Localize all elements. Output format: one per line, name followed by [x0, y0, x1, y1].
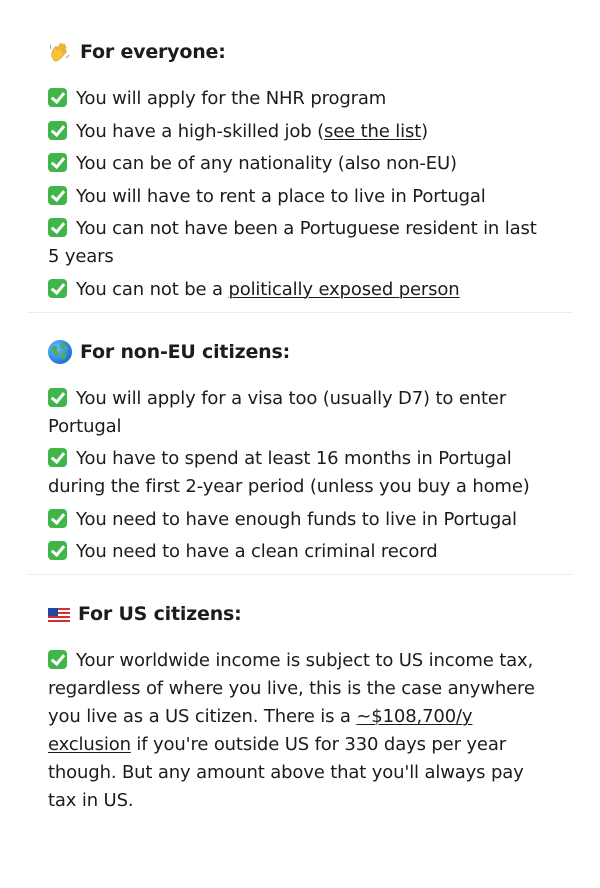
section-heading — [48, 600, 552, 628]
section-heading — [48, 338, 552, 366]
list-item: You have to spend at least 16 months in Portugal during the first 2-year period (unless you buy a home) — [48, 448, 530, 497]
check-icon — [48, 121, 67, 140]
requirements-list — [48, 647, 552, 815]
list-item: You will have to rent a place to live in Portugal — [48, 183, 552, 211]
heading-text: For everyone: — [80, 41, 226, 63]
check-icon — [48, 448, 67, 467]
list-item: You need to have a clean criminal record — [48, 538, 552, 566]
politically-exposed-person-link[interactable]: politically exposed person — [228, 278, 460, 300]
section-everyone — [48, 0, 552, 313]
check-icon — [48, 186, 67, 205]
check-icon — [48, 388, 67, 407]
us-flag-icon — [48, 608, 70, 622]
globe-icon — [48, 340, 72, 364]
waving-hand-icon — [48, 40, 72, 64]
check-icon — [48, 153, 67, 172]
section-non-eu — [48, 313, 552, 576]
list-item: You can not be a politically exposed person — [48, 276, 552, 304]
list-item: You can be of any nationality (also non-EU) — [48, 150, 552, 178]
list-item: You can not have been a Portuguese resident in last 5 years — [48, 218, 537, 267]
check-icon — [48, 279, 67, 298]
requirements-list — [48, 85, 552, 304]
list-item: Your worldwide income is subject to US income tax, regardless of where you live, this is the case anywhere you live as a US citizen. There is a ~$108,700/y exclusion if you're outside US for 330 days per year though. But any amount above that you'll always pay tax in US. — [48, 650, 535, 811]
list-item: You have a high-skilled job (see the list) — [48, 118, 552, 146]
check-icon — [48, 650, 67, 669]
heading-text: For non-EU citizens: — [80, 340, 291, 363]
check-icon — [48, 541, 67, 560]
check-icon — [48, 88, 67, 107]
list-item: You will apply for the NHR program — [48, 85, 552, 113]
see-the-list-link[interactable]: see the list — [323, 120, 422, 142]
heading-text: For US citizens: — [78, 603, 242, 625]
requirements-list — [48, 385, 552, 567]
exclusion-link[interactable]: ~$108,700/y exclusion — [48, 706, 473, 755]
check-icon — [48, 509, 67, 528]
section-heading — [48, 38, 552, 66]
section-us — [48, 575, 552, 815]
check-icon — [48, 218, 67, 237]
list-item: You will apply for a visa too (usually D7) to enter Portugal — [48, 387, 507, 437]
list-item: You need to have enough funds to live in Portugal — [48, 506, 552, 534]
